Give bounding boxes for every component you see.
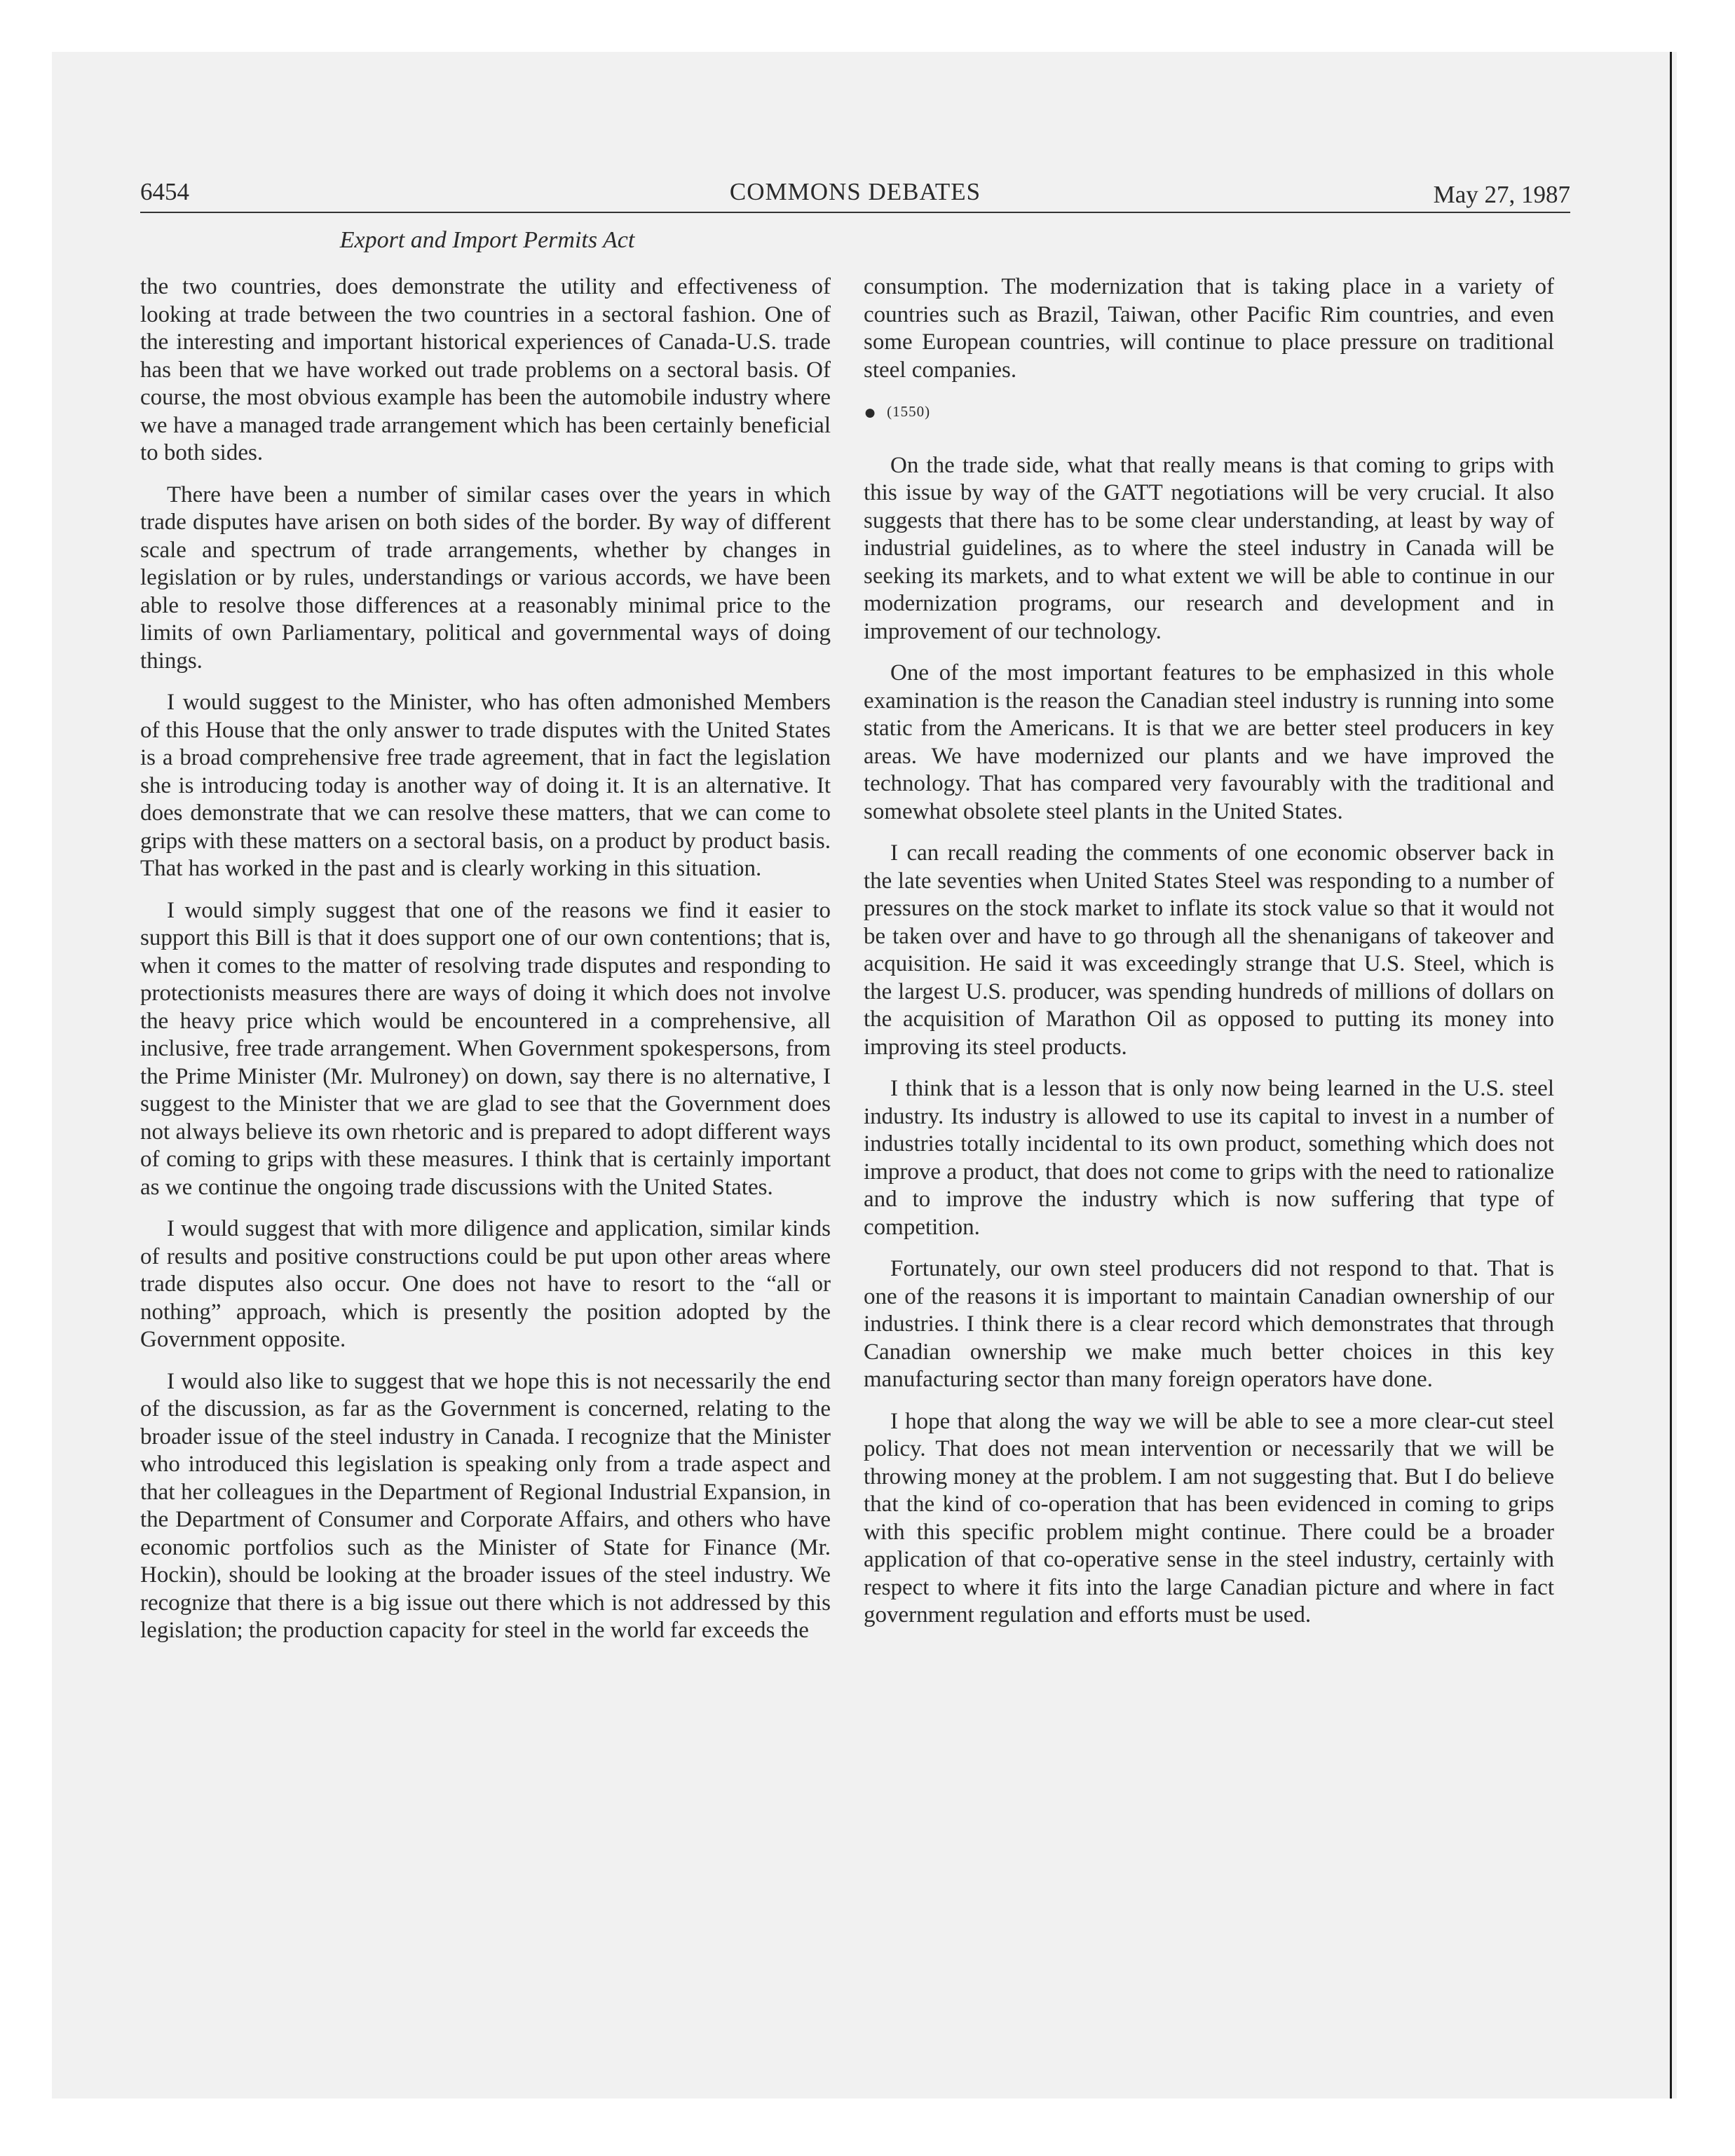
right-column xyxy=(864,273,1554,1644)
paragraph: I hope that along the way we will be able to see a more clear-cut steel policy. That does not mean intervention or necessarily that we will be throwing money at the problem. I am not suggesting that. But I do believe that the kind of co-operation that has been evidenced in coming to grips with this specific problem might continue. There could be a broader application of that co-operative sense in the steel industry, certainly with respect to where it fits into the large Canadian picture and where in fact government regulation and efforts must be used. xyxy=(864,1408,1554,1628)
paragraph: There have been a number of similar cases over the years in which trade disputes have arisen on both sides of the border. By way of different scale and spectrum of trade arrangements, whether by changes in legislation or by rules, understandings or various accords, we have been able to resolve those differences at a reasonably minimal price to the limits of own Parliamentary, political and governmental ways of doing things. xyxy=(140,482,831,674)
page-header xyxy=(140,177,1570,213)
time-stamp xyxy=(864,398,1554,427)
bullet-icon: ● xyxy=(864,401,878,425)
time-stamp-label: (1550) xyxy=(887,403,931,420)
page-edge-rule xyxy=(1670,52,1672,2099)
paragraph: I would suggest that with more diligence and application, similar kinds of results and positive constructions could be put upon other areas where trade disputes also occur. One does not have to resort to the “all or nothing” approach, which is presently the position adopted by the Government opposite. xyxy=(140,1216,831,1352)
paragraph: I can recall reading the comments of one economic observer back in the late seventies when United States Steel was responding to a number of pressures on the stock market to inflate its stock value so that it would not be taken over and have to go through all the shenanigans of takeover and acquisition. He said it was exceedingly strange that U.S. Steel, which is the largest U.S. producer, was spending hundreds of millions of dollars on the acquisition of Marathon Oil as opposed to putting its money into improving its steel products. xyxy=(864,840,1554,1060)
paragraph: the two countries, does demonstrate the utility and effectiveness of looking at trade between the two countries in a sectoral fashion. One of the interesting and important historical experiences of Canada-U.S. trade has been that we have worked out trade problems on a sectoral basis. Of course, the most obvious example has been the automobile industry where we have a managed trade arrangement which has been certainly beneficial to both sides. xyxy=(140,274,831,465)
paragraph: Fortunately, our own steel producers did not respond to that. That is one of the reasons it is important to maintain Canadian ownership of our industries. I think there is a clear record which demonstrates that through Canadian ownership we make much better choices in this key manufacturing sector than many foreign operators have done. xyxy=(864,1256,1554,1393)
paragraph: I would simply suggest that one of the reasons we find it easier to support this Bill is that it does support one of our own contentions; that is, when it comes to the matter of resolving trade disputes and responding to protectionists measures there are ways of doing it which does not involve the heavy price which would be encountered in a comprehensive, all inclusive, free trade arrangement. When Government spokespersons, from the Prime Minister (Mr. Mulroney) on down, say there is no alternative, I suggest to the Minister that we are glad to see that the Government does not always believe its own rhetoric and is prepared to adopt different ways of coming to grips with these measures. I think that is certainly important as we continue the ongoing trade discussions with the United States. xyxy=(140,897,831,1200)
paragraph: One of the most important features to be emphasized in this whole examination is the reason the Canadian steel industry is running into some static from the Americans. It is that we are better steel producers in key areas. We have modernized our plants and we have improved the technology. That has compared very favourably with the traditional and somewhat obsolete steel plants in the United States. xyxy=(864,660,1554,824)
paragraph: On the trade side, what that really means is that coming to grips with this issue by way of the GATT negotiations will be very crucial. It also suggests that there has to be some clear understanding, at least by way of industrial guidelines, as to where the steel industry in Canada will be seeking its markets, and to what extent we will be able to continue in our modernization programs, our research and development and in improvement of our technology. xyxy=(864,452,1554,644)
paragraph: I would also like to suggest that we hope this is not necessarily the end of the discussion, as far as the Government is concerned, relating to the broader issue of the steel industry in Canada. I recognize that the Minister who introduced this legislation is speaking only from a trade aspect and that her colleagues in the Department of Regional Industrial Expansion, in the Department of Consumer and Corporate Affairs, and others who have economic portfolios such as the Minister of State for Finance (Mr. Hockin), should be looking at the broader issues of the steel industry. We recognize that there is a big issue out there which is not addressed by this legislation; the production capacity for steel in the world far exceeds the xyxy=(140,1368,831,1643)
left-column xyxy=(140,273,831,1659)
publication-title: COMMONS DEBATES xyxy=(729,178,981,205)
paragraph: I think that is a lesson that is only now being learned in the U.S. steel industry. Its industry is allowed to use its capital to invest in a number of industries totally incidental to its own product, something which does not improve a product, that does not come to grips with the need to rationalize and to improve the industry which is now suffering that type of competition. xyxy=(864,1076,1554,1240)
debate-date: May 27, 1987 xyxy=(1433,181,1570,208)
paragraph: I would suggest to the Minister, who has often admonished Members of this House that the only answer to trade disputes with the United States is a broad comprehensive free trade agreement, that in fact the legislation she is introducing today is another way of doing it. It is an alternative. It does demonstrate that we can resolve these matters, that we can come to grips with these matters on a sectoral basis, on a product by product basis. That has worked in the past and is clearly working in this situation. xyxy=(140,690,831,881)
running-head: Export and Import Permits Act xyxy=(339,227,635,253)
page-number: 6454 xyxy=(140,178,189,205)
paragraph: consumption. The modernization that is taking place in a variety of countries such as Brazil, Taiwan, other Pacific Rim countries, and even some European countries, will continue to place pressure on traditional steel companies. xyxy=(864,274,1554,383)
